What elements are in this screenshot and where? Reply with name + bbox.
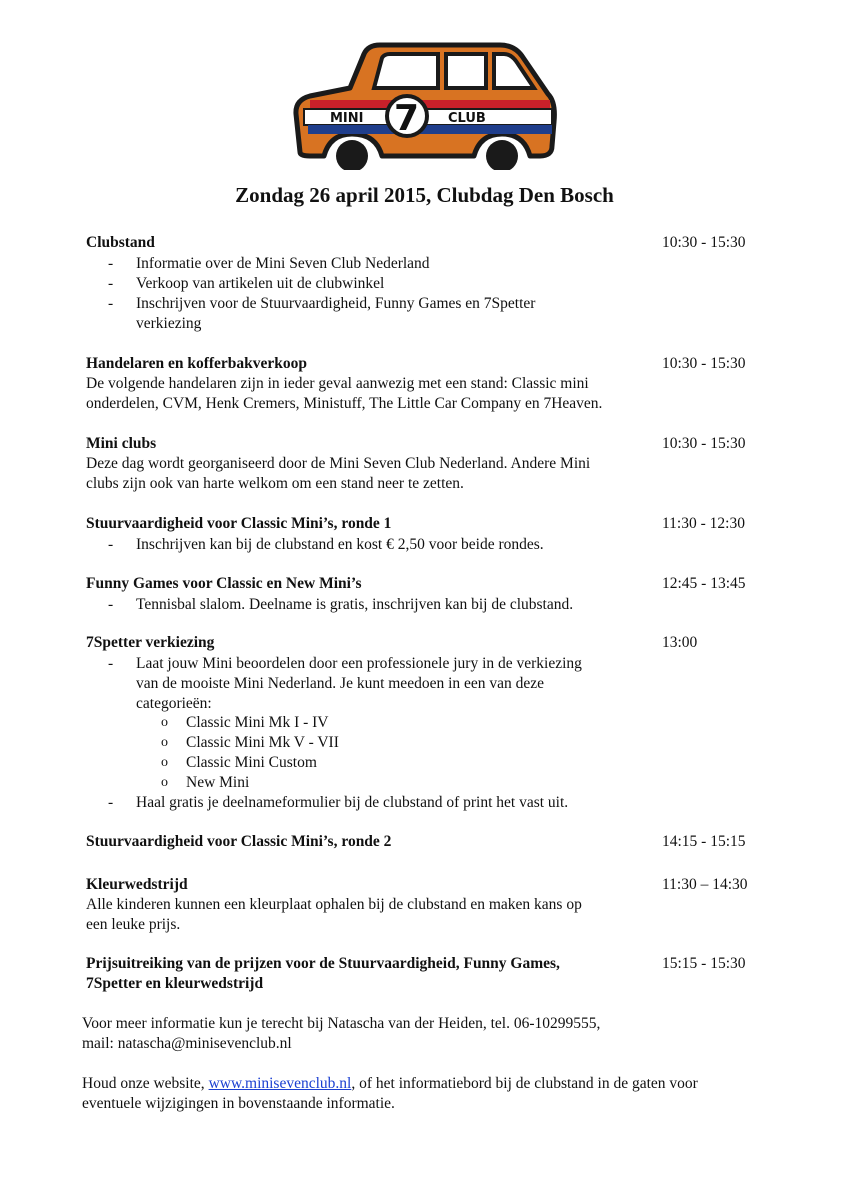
website-prefix: Houd onze website, [82, 1075, 209, 1092]
section-time: 11:30 - 12:30 [662, 515, 745, 532]
bullet-text: Laat jouw Mini beoordelen door een professionele jury in de verkiezing [136, 655, 582, 672]
section-time: 11:30 – 14:30 [662, 876, 748, 893]
bullet-text: verkiezing [136, 315, 202, 332]
logo-left-text: MINI [330, 111, 364, 126]
bullet-text: Inschrijven kan bij de clubstand en kost € 2,50 voor beide rondes. [136, 536, 544, 553]
bullet-text: Inschrijven voor de Stuurvaardigheid, Funny Games en 7Spetter [136, 295, 536, 312]
circle-bullet: o [161, 715, 168, 730]
logo-number: 7 [394, 98, 420, 139]
section-text: De volgende handelaren zijn in ieder geval aanwezig met een stand: Classic mini [86, 375, 589, 392]
section-time: 13:00 [662, 634, 698, 651]
section-text: een leuke prijs. [86, 916, 181, 933]
category-item: Classic Mini Mk I - IV [186, 714, 329, 731]
contact-line: Voor meer informatie kun je terecht bij Natascha van der Heiden, tel. 06-10299555, [82, 1015, 601, 1032]
bullet-dash: - [108, 536, 114, 553]
bullet-dash: - [108, 596, 114, 613]
website-line [82, 1074, 698, 1094]
section-time: 12:45 - 13:45 [662, 575, 746, 592]
section-heading: Clubstand [86, 234, 155, 251]
bullet-text: van de mooiste Mini Nederland. Je kunt meedoen in een van deze [136, 675, 545, 692]
contact-mail: mail: natascha@minisevenclub.nl [82, 1035, 292, 1052]
mini-seven-club-logo [290, 42, 560, 170]
section-heading: Stuurvaardigheid voor Classic Mini’s, ronde 2 [86, 833, 392, 850]
category-item: Classic Mini Custom [186, 754, 317, 771]
section-heading: Funny Games voor Classic en New Mini’s [86, 575, 362, 592]
bullet-text: Haal gratis je deelnameformulier bij de clubstand of print het vast uit. [136, 794, 569, 811]
section-heading: Stuurvaardigheid voor Classic Mini’s, ronde 1 [86, 515, 392, 532]
bullet-text: Verkoop van artikelen uit de clubwinkel [136, 275, 385, 292]
bullet-dash: - [108, 255, 114, 272]
bullet-text: Informatie over de Mini Seven Club Nederland [136, 255, 430, 272]
circle-bullet: o [161, 755, 168, 770]
bullet-dash: - [108, 275, 114, 292]
bullet-dash: - [108, 794, 114, 811]
website-suffix: , of het informatiebord bij de clubstand in de gaten voor [351, 1075, 698, 1092]
section-time: 10:30 - 15:30 [662, 234, 746, 251]
bullet-text: Tennisbal slalom. Deelname is gratis, inschrijven kan bij de clubstand. [136, 596, 574, 613]
website-line-2: eventuele wijzigingen in bovenstaande informatie. [82, 1095, 395, 1112]
section-heading: Kleurwedstrijd [86, 876, 188, 893]
section-text: onderdelen, CVM, Henk Cremers, Ministuff, The Little Car Company en 7Heaven. [86, 395, 603, 412]
website-link[interactable]: www.minisevenclub.nl [208, 1075, 352, 1092]
section-text: clubs zijn ook van harte welkom om een stand neer te zetten. [86, 475, 464, 492]
section-heading: 7Spetter verkiezing [86, 634, 215, 651]
section-time: 14:15 - 15:15 [662, 833, 746, 850]
section-time: 15:15 - 15:30 [662, 955, 746, 972]
bullet-dash: - [108, 655, 114, 672]
section-heading: Mini clubs [86, 435, 157, 452]
section-heading: Handelaren en kofferbakverkoop [86, 355, 308, 372]
section-heading-continued: 7Spetter en kleurwedstrijd [86, 975, 264, 992]
page-title: Zondag 26 april 2015, Clubdag Den Bosch [235, 183, 614, 207]
bullet-text: categorieën: [136, 695, 212, 712]
circle-bullet: o [161, 775, 168, 790]
category-item: New Mini [186, 774, 250, 791]
section-text: Deze dag wordt georganiseerd door de Mini Seven Club Nederland. Andere Mini [86, 455, 591, 472]
section-time: 10:30 - 15:30 [662, 435, 746, 452]
bullet-dash: - [108, 295, 114, 312]
circle-bullet: o [161, 735, 168, 750]
category-item: Classic Mini Mk V - VII [186, 734, 339, 751]
section-heading: Prijsuitreiking van de prijzen voor de Stuurvaardigheid, Funny Games, [86, 955, 560, 972]
logo-right-text: CLUB [448, 111, 486, 126]
section-time: 10:30 - 15:30 [662, 355, 746, 372]
section-text: Alle kinderen kunnen een kleurplaat ophalen bij de clubstand en maken kans op [86, 896, 582, 913]
